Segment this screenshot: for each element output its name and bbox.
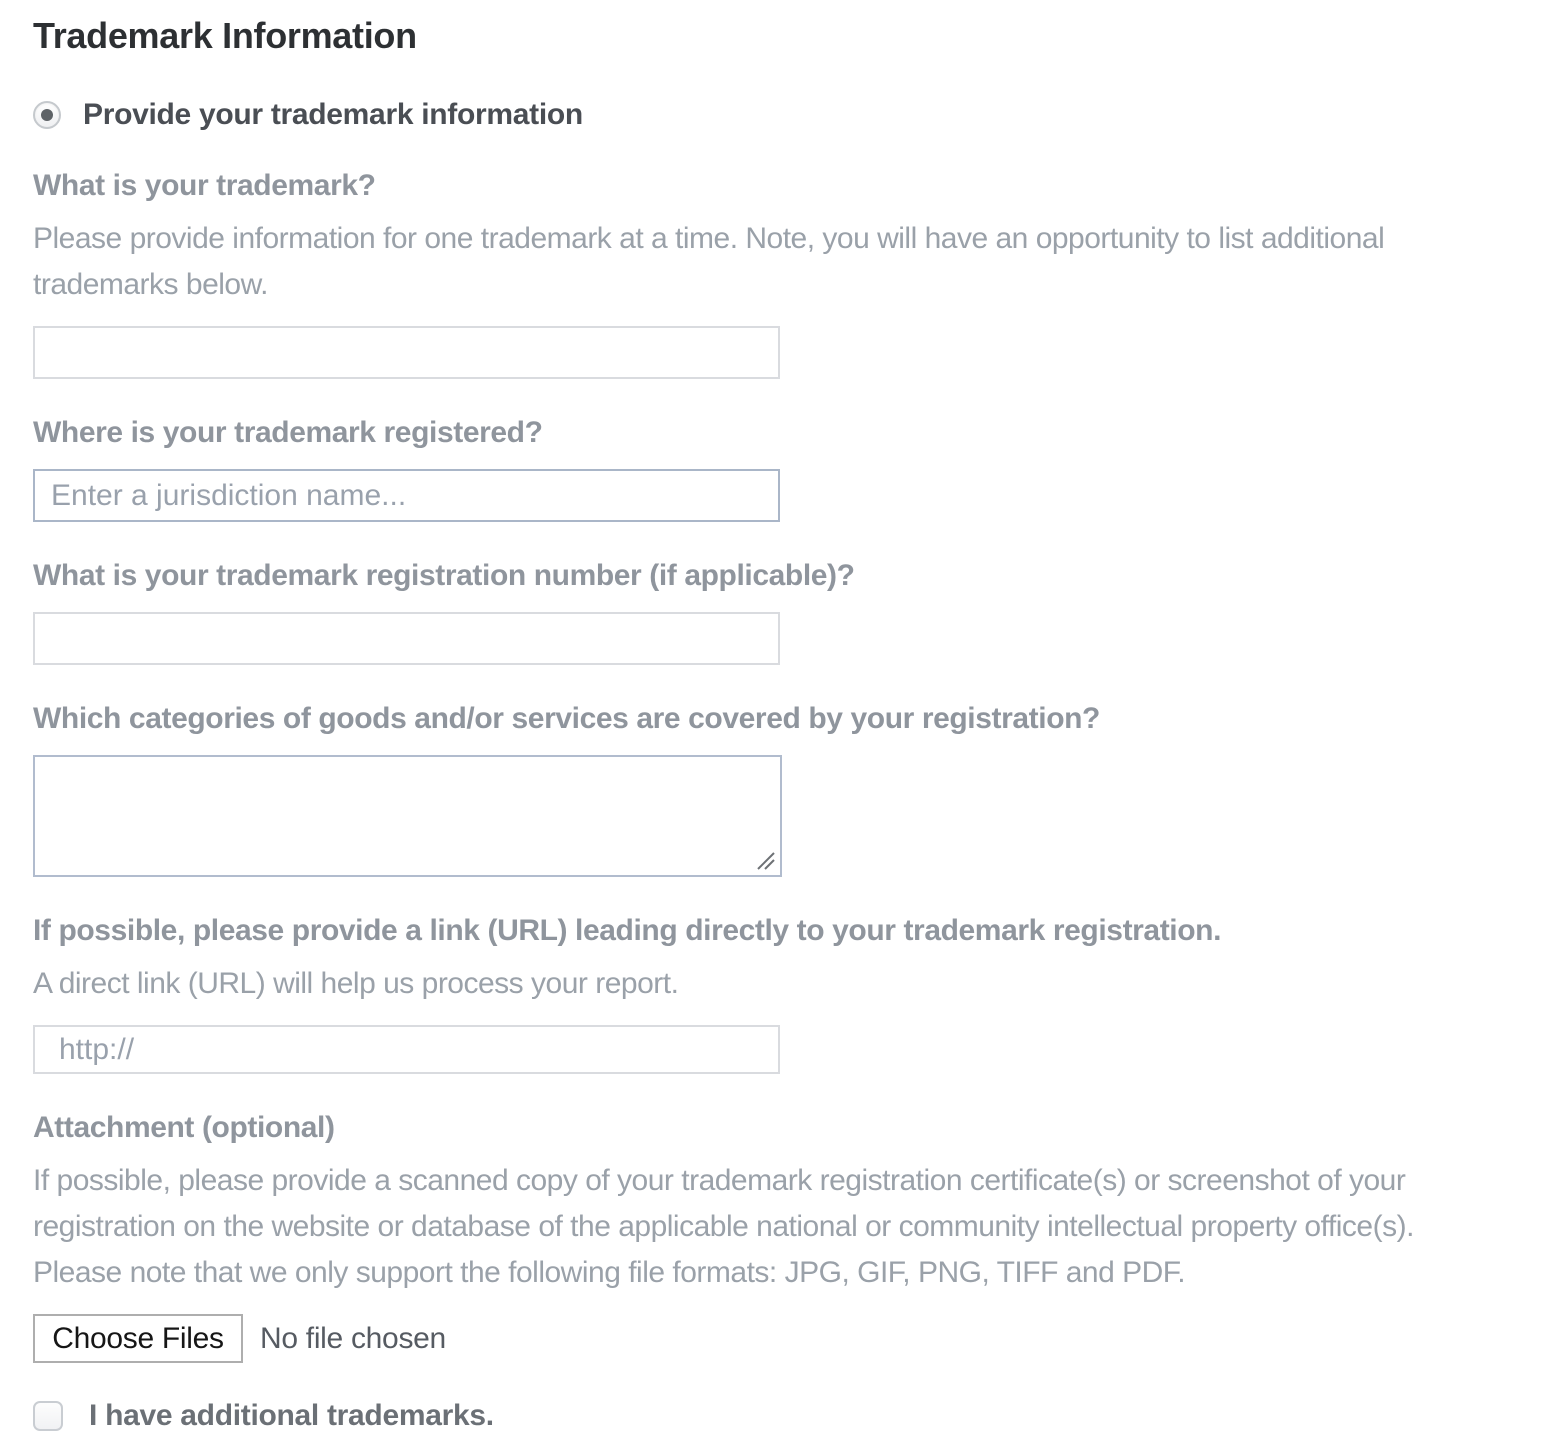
additional-trademarks-row[interactable] <box>33 1399 1523 1433</box>
page-title: Trademark Information <box>33 15 417 56</box>
file-upload-row <box>33 1314 1523 1363</box>
registration-number-input[interactable] <box>33 612 780 665</box>
registration-url-input[interactable] <box>33 1025 780 1074</box>
categories-question-label: Which categories of goods and/or services are covered by your registration? <box>33 702 1100 735</box>
attachment-label: Attachment (optional) <box>33 1111 335 1144</box>
categories-textarea[interactable] <box>33 755 782 877</box>
help-line: trademarks below. <box>33 268 268 301</box>
trademark-question-label: What is your trademark? <box>33 169 376 202</box>
help-line: Please note that we only support the following file formats: JPG, GIF, PNG, TIFF and PDF. <box>33 1256 1186 1289</box>
help-line: Please provide information for one trademark at a time. Note, you will have an opportunity to list additional <box>33 222 1385 255</box>
additional-trademarks-checkbox[interactable] <box>33 1401 63 1431</box>
choose-files-button[interactable]: Choose Files <box>33 1314 243 1363</box>
provide-trademark-radio-row[interactable] <box>33 98 1523 132</box>
trademark-name-input[interactable] <box>33 326 780 379</box>
help-line: A direct link (URL) will help us process your report. <box>33 967 679 1000</box>
help-line: registration on the website or database of the applicable national or community intellectual property office(s). <box>33 1210 1414 1243</box>
additional-trademarks-label: I have additional trademarks. <box>89 1399 494 1432</box>
help-line: If possible, please provide a scanned copy of your trademark registration certificate(s) or screenshot of your <box>33 1164 1406 1197</box>
categories-textarea-wrap <box>33 755 782 877</box>
radio-label: Provide your trademark information <box>83 98 583 131</box>
jurisdiction-question-label: Where is your trademark registered? <box>33 416 543 449</box>
radio-selected-icon[interactable] <box>33 101 61 129</box>
url-question-help <box>33 961 1523 1007</box>
jurisdiction-input[interactable] <box>33 469 780 522</box>
file-status-text: No file chosen <box>260 1321 446 1355</box>
url-question-label: If possible, please provide a link (URL) leading directly to your trademark registration. <box>33 914 1222 947</box>
trademark-question-help <box>33 216 1523 308</box>
attachment-help <box>33 1158 1523 1296</box>
registration-number-question-label: What is your trademark registration number (if applicable)? <box>33 559 855 592</box>
